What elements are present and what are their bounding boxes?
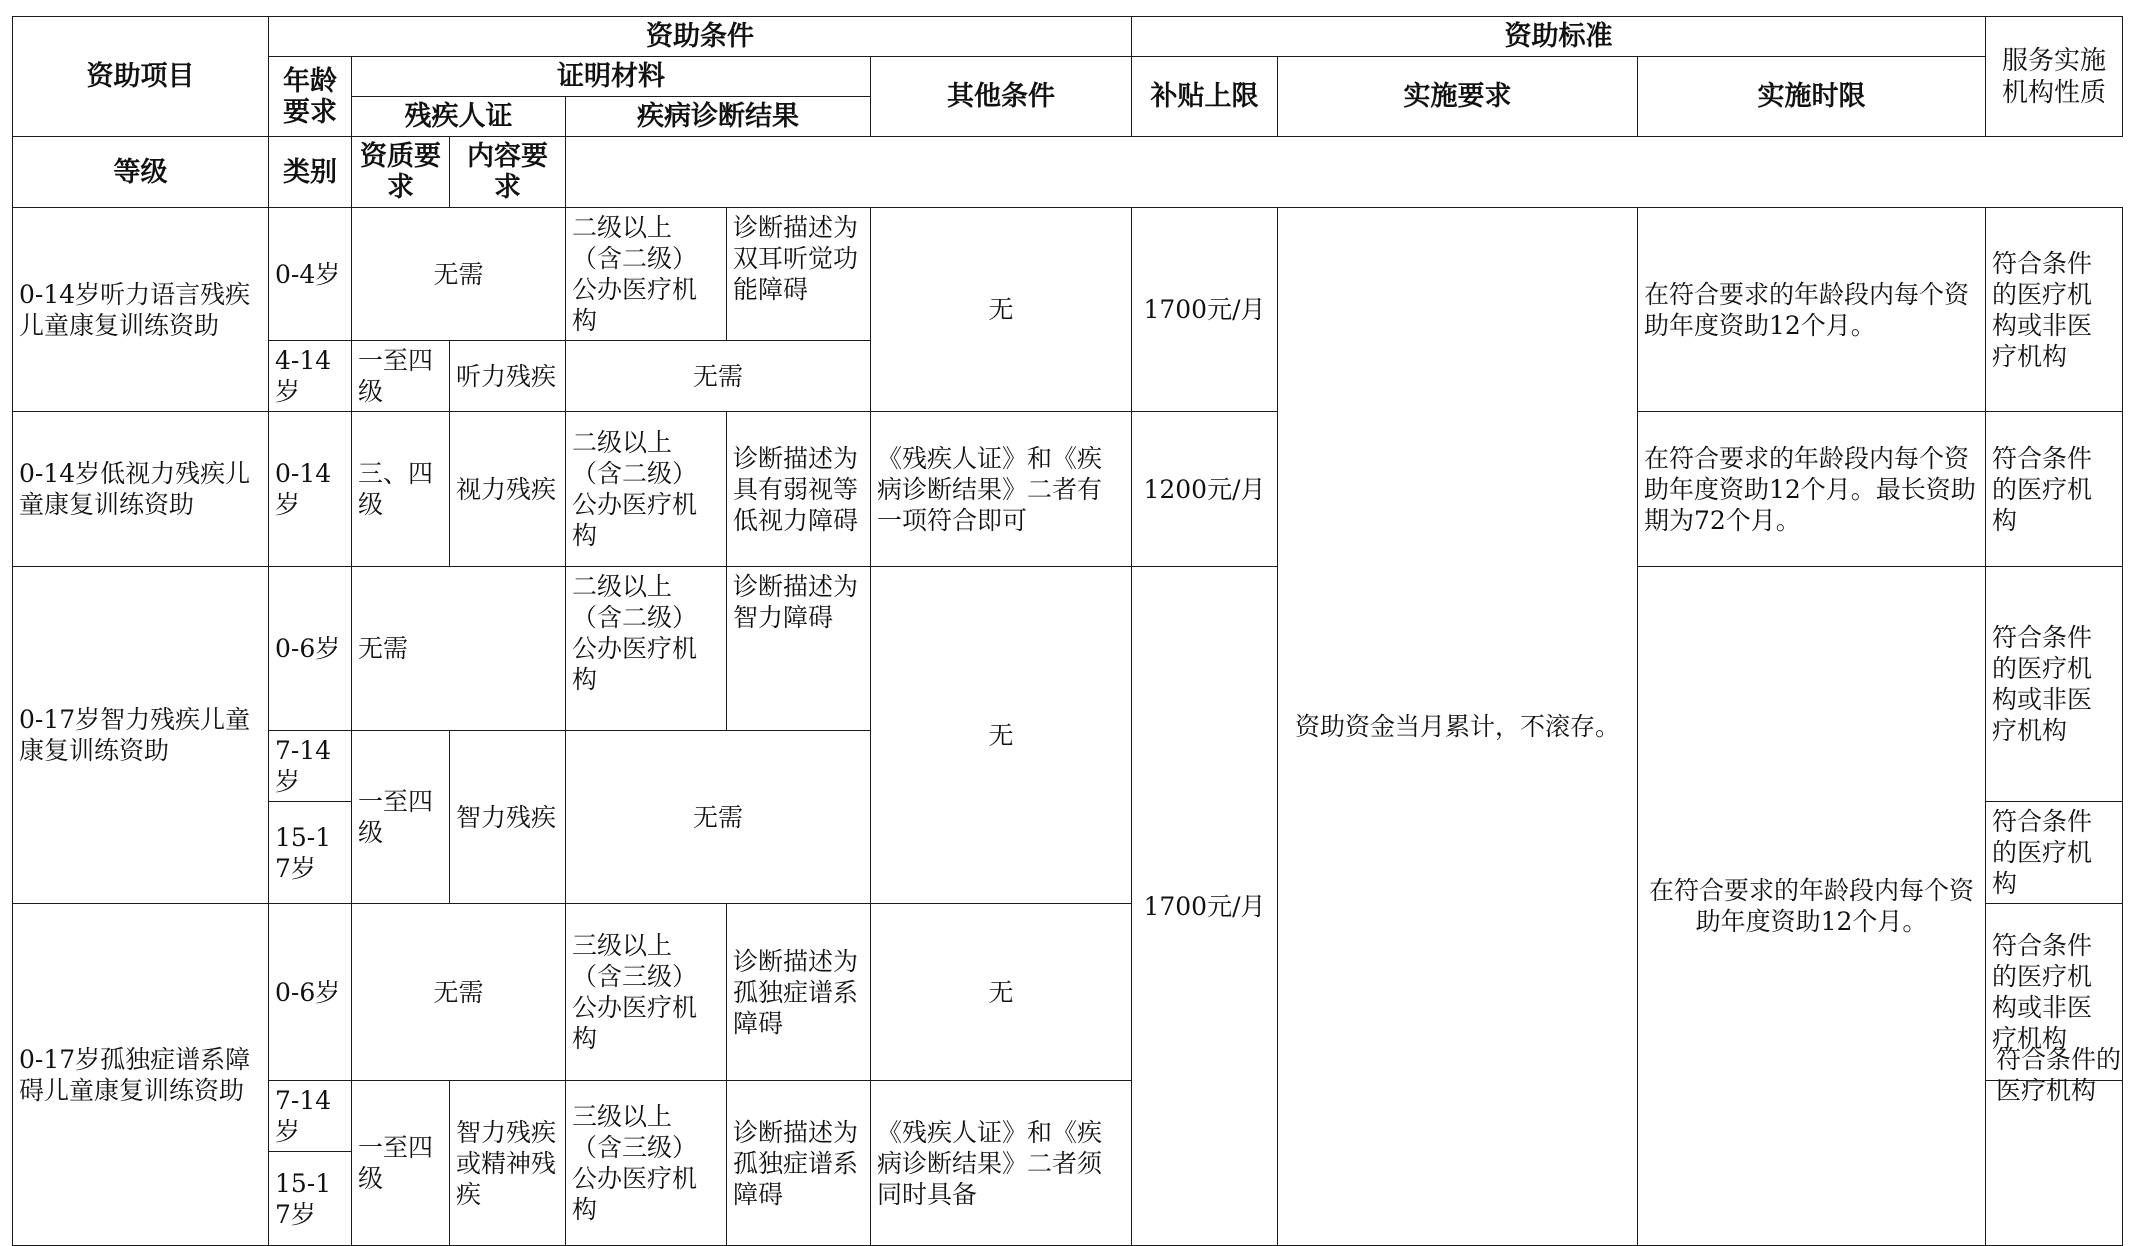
- vision-institution: 符合条件的医疗机构: [1986, 412, 2123, 567]
- header-institution: 服务实施机构性质: [1986, 17, 2123, 137]
- header-category: 类别: [269, 137, 352, 208]
- header-standard: 资助标准: [1132, 17, 1986, 57]
- header-period: 实施时限: [1638, 57, 1986, 137]
- header-proof: 证明材料: [352, 57, 871, 97]
- hearing-qualification: 二级以上（含二级）公办医疗机构: [566, 208, 727, 341]
- header-grade: 等级: [13, 137, 269, 208]
- hearing-diagnosis-none: 无需: [566, 341, 871, 412]
- autism-age-1: 0-6岁: [269, 904, 352, 1081]
- autism-qualification-2: 三级以上（含三级）公办医疗机构: [566, 1081, 727, 1246]
- autism-qualification-1: 三级以上（含三级）公办医疗机构: [566, 904, 727, 1081]
- vision-period: 在符合要求的年龄段内每个资助年度资助12个月。最长资助期为72个月。: [1638, 412, 1986, 567]
- intellectual-age-3: 15-17岁: [269, 802, 352, 904]
- vision-cap: 1200元/月: [1132, 412, 1278, 567]
- header-age: 年龄要求: [269, 57, 352, 137]
- subsidy-table: [12, 16, 2123, 1246]
- autism-other-2: 《残疾人证》和《疾病诊断结果》二者须同时具备: [871, 1081, 1132, 1246]
- autism-cert-none: 无需: [352, 904, 566, 1081]
- intellectual-cert-none: 无需: [352, 567, 566, 731]
- header-diagnosis: 疾病诊断结果: [566, 97, 871, 137]
- autism-other-1: 无: [871, 904, 1132, 1081]
- header-disability-cert: 残疾人证: [352, 97, 566, 137]
- period-12: 在符合要求的年龄段内每个资助年度资助12个月。: [1638, 567, 1986, 1246]
- autism-content-1: 诊断描述为孤独症谱系障碍: [727, 904, 871, 1081]
- autism-institution-2: 符合条件的医疗机构: [1996, 1045, 2122, 1105]
- header-conditions: 资助条件: [269, 17, 1132, 57]
- intellectual-grade: 一至四级: [352, 731, 450, 904]
- vision-category: 视力残疾: [450, 412, 566, 567]
- hearing-age-2: 4-14岁: [269, 341, 352, 412]
- autism-institution-1: 符合条件的医疗机构或非医疗机构: [1986, 904, 2123, 1081]
- hearing-other: 无: [871, 208, 1132, 412]
- intellectual-content: 诊断描述为智力障碍: [727, 567, 871, 731]
- header-content: 内容要求: [450, 137, 566, 208]
- header-requirement: 实施要求: [1278, 57, 1638, 137]
- requirement: 资助资金当月累计，不滚存。: [1278, 208, 1638, 1246]
- intellectual-institution-2: 符合条件的医疗机构: [1986, 802, 2123, 904]
- autism-grade: 一至四级: [352, 1081, 450, 1246]
- hearing-content: 诊断描述为双耳听觉功能障碍: [727, 208, 871, 341]
- header-other: 其他条件: [871, 57, 1132, 137]
- intellectual-other: 无: [871, 567, 1132, 904]
- vision-other: 《残疾人证》和《疾病诊断结果》二者有一项符合即可: [871, 412, 1132, 567]
- intellectual-diagnosis-none: 无需: [566, 731, 871, 904]
- header-cap: 补贴上限: [1132, 57, 1278, 137]
- hearing-category: 听力残疾: [450, 341, 566, 412]
- autism-age-2: 7-14岁: [269, 1081, 352, 1152]
- autism-age-3: 15-17岁: [269, 1152, 352, 1246]
- intellectual-project: 0-17岁智力残疾儿童康复训练资助: [13, 567, 269, 904]
- vision-age: 0-14岁: [269, 412, 352, 567]
- intellectual-age-1: 0-6岁: [269, 567, 352, 731]
- hearing-grade: 一至四级: [352, 341, 450, 412]
- hearing-age-1: 0-4岁: [269, 208, 352, 341]
- autism-category: 智力残疾或精神残疾: [450, 1081, 566, 1246]
- vision-qualification: 二级以上（含二级）公办医疗机构: [566, 412, 727, 567]
- intellectual-category: 智力残疾: [450, 731, 566, 904]
- vision-content: 诊断描述为具有弱视等低视力障碍: [727, 412, 871, 567]
- intellectual-qualification: 二级以上（含二级）公办医疗机构: [566, 567, 727, 731]
- vision-grade: 三、四级: [352, 412, 450, 567]
- header-project: 资助项目: [13, 17, 269, 137]
- hearing-cert-none: 无需: [352, 208, 566, 341]
- cap-1700: 1700元/月: [1132, 567, 1278, 1246]
- intellectual-institution-1: 符合条件的医疗机构或非医疗机构: [1986, 567, 2123, 802]
- hearing-institution: 符合条件的医疗机构或非医疗机构: [1986, 208, 2123, 412]
- vision-project: 0-14岁低视力残疾儿童康复训练资助: [13, 412, 269, 567]
- intellectual-age-2: 7-14岁: [269, 731, 352, 802]
- hearing-project: 0-14岁听力语言残疾儿童康复训练资助: [13, 208, 269, 412]
- hearing-period: 在符合要求的年龄段内每个资助年度资助12个月。: [1638, 208, 1986, 412]
- autism-project: 0-17岁孤独症谱系障碍儿童康复训练资助: [13, 904, 269, 1246]
- header-qualification: 资质要求: [352, 137, 450, 208]
- hearing-cap: 1700元/月: [1132, 208, 1278, 412]
- autism-content-2: 诊断描述为孤独症谱系障碍: [727, 1081, 871, 1246]
